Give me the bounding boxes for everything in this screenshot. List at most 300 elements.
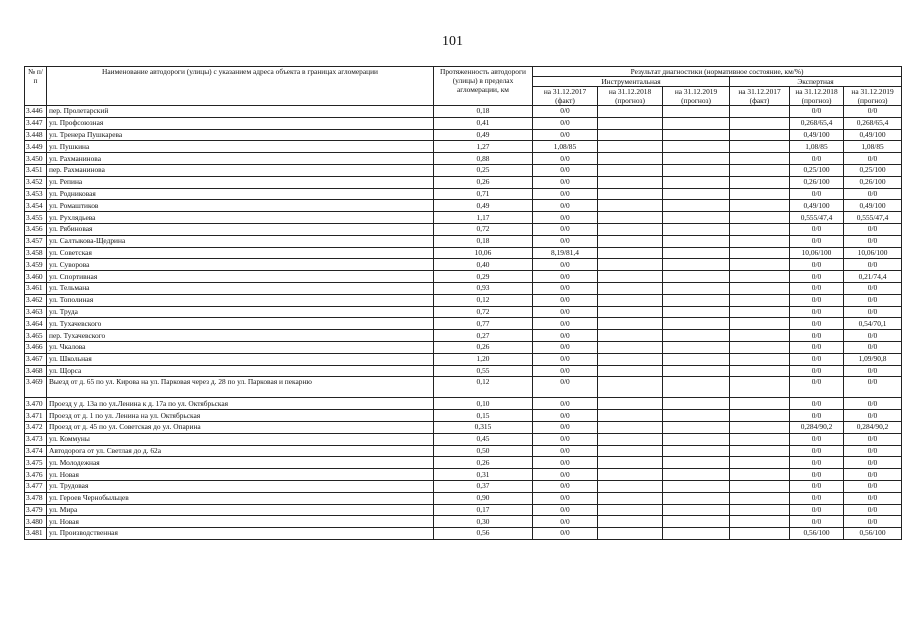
instr-2019-cell <box>663 421 730 433</box>
expert-2019-cell: 0,268/65,4 <box>844 117 902 129</box>
expert-2017-cell <box>730 294 790 306</box>
expert-2018-cell: 0/0 <box>790 271 844 283</box>
road-name-cell: ул. Молодежная <box>47 457 434 469</box>
expert-2019-cell: 0/0 <box>844 504 902 516</box>
instr-2017-cell: 0/0 <box>533 341 598 353</box>
table-row <box>25 410 902 422</box>
table-row <box>25 282 902 294</box>
instr-2018-cell <box>598 106 663 118</box>
instr-2017-cell: 0/0 <box>533 212 598 224</box>
row-number-cell: 3.466 <box>25 341 47 353</box>
instr-2018-cell <box>598 141 663 153</box>
table-row <box>25 235 902 247</box>
road-length-cell: 0,18 <box>434 106 533 118</box>
row-number-cell: 3.458 <box>25 247 47 259</box>
header-road-name: Наименование автодороги (улицы) с указанием адреса объекта в границах агломерации <box>47 67 434 106</box>
table-row <box>25 330 902 342</box>
table-row <box>25 200 902 212</box>
road-name-cell: ул. Новая <box>47 516 434 528</box>
expert-2017-cell <box>730 353 790 365</box>
instr-2018-cell <box>598 504 663 516</box>
expert-2018-cell: 0/0 <box>790 318 844 330</box>
row-number-cell: 3.476 <box>25 469 47 481</box>
row-number-cell: 3.468 <box>25 365 47 377</box>
table-row <box>25 318 902 330</box>
expert-2018-cell: 0/0 <box>790 410 844 422</box>
road-length-cell: 0,26 <box>434 341 533 353</box>
header-diagnostics-result: Результат диагностики (нормативное состояние, км/%) <box>533 67 902 77</box>
instr-2017-cell: 0/0 <box>533 318 598 330</box>
road-name-cell: ул. Спортивная <box>47 271 434 283</box>
expert-2017-cell <box>730 282 790 294</box>
expert-2018-cell: 0/0 <box>790 504 844 516</box>
instr-2017-cell: 8,19/81,4 <box>533 247 598 259</box>
expert-2019-cell: 10,06/100 <box>844 247 902 259</box>
table-row <box>25 223 902 235</box>
row-number-cell: 3.460 <box>25 271 47 283</box>
instr-2017-cell: 0/0 <box>533 528 598 540</box>
road-name-cell: ул. Пушкина <box>47 141 434 153</box>
expert-2019-cell: 0,21/74,4 <box>844 271 902 283</box>
road-name-cell: Проезд у д. 13а по ул.Ленина к д. 17а по ул. Октябрьская <box>47 398 434 410</box>
instr-2018-cell <box>598 353 663 365</box>
table-row <box>25 516 902 528</box>
instr-2017-cell: 0/0 <box>533 516 598 528</box>
instr-2019-cell <box>663 318 730 330</box>
instr-2019-cell <box>663 410 730 422</box>
expert-2019-cell: 0/0 <box>844 223 902 235</box>
road-name-cell: ул. Героев Чернобыльцев <box>47 492 434 504</box>
expert-2018-cell: 0/0 <box>790 153 844 165</box>
instr-2017-cell: 0/0 <box>533 377 598 398</box>
instr-2019-cell <box>663 469 730 481</box>
instr-2019-cell <box>663 306 730 318</box>
road-name-cell: ул. Щорса <box>47 365 434 377</box>
table-row <box>25 445 902 457</box>
row-number-cell: 3.479 <box>25 504 47 516</box>
instr-2018-cell <box>598 153 663 165</box>
instr-2018-cell <box>598 176 663 188</box>
instr-2017-cell: 0/0 <box>533 433 598 445</box>
road-name-cell: пер. Рахманинова <box>47 164 434 176</box>
instr-2019-cell <box>663 106 730 118</box>
expert-2017-cell <box>730 129 790 141</box>
instr-2017-cell: 0/0 <box>533 259 598 271</box>
header-num: № п/п <box>25 67 47 106</box>
table-row <box>25 365 902 377</box>
table-row <box>25 504 902 516</box>
expert-2018-cell: 0/0 <box>790 516 844 528</box>
road-name-cell: ул. Салтыкова-Щедрина <box>47 235 434 247</box>
instr-2019-cell <box>663 247 730 259</box>
table-row <box>25 106 902 118</box>
road-length-cell: 0,17 <box>434 504 533 516</box>
table-row <box>25 259 902 271</box>
row-number-cell: 3.459 <box>25 259 47 271</box>
instr-2017-cell: 0/0 <box>533 200 598 212</box>
expert-2018-cell: 0,25/100 <box>790 164 844 176</box>
road-length-cell: 0,45 <box>434 433 533 445</box>
instr-2017-cell: 0/0 <box>533 129 598 141</box>
expert-2018-cell: 0/0 <box>790 353 844 365</box>
expert-2017-cell <box>730 445 790 457</box>
instr-2019-cell <box>663 492 730 504</box>
expert-2018-cell: 0/0 <box>790 445 844 457</box>
instr-2017-cell: 0/0 <box>533 282 598 294</box>
instr-2017-cell: 0/0 <box>533 294 598 306</box>
table-row <box>25 457 902 469</box>
row-number-cell: 3.450 <box>25 153 47 165</box>
instr-2017-cell: 1,08/85 <box>533 141 598 153</box>
instr-2017-cell: 0/0 <box>533 469 598 481</box>
expert-2018-cell: 0/0 <box>790 294 844 306</box>
expert-2018-cell: 0/0 <box>790 259 844 271</box>
row-number-cell: 3.447 <box>25 117 47 129</box>
instr-2017-cell: 0/0 <box>533 271 598 283</box>
instr-2018-cell <box>598 282 663 294</box>
expert-2019-cell: 1,08/85 <box>844 141 902 153</box>
table-row <box>25 353 902 365</box>
road-name-cell: Проезд от д. 45 по ул. Советская до ул. Опарина <box>47 421 434 433</box>
expert-2019-cell: 0,25/100 <box>844 164 902 176</box>
header-expert: Экспертная <box>730 77 902 87</box>
expert-2017-cell <box>730 433 790 445</box>
expert-2018-cell: 0/0 <box>790 330 844 342</box>
road-name-cell: ул. Тухачевского <box>47 318 434 330</box>
expert-2018-cell: 0,26/100 <box>790 176 844 188</box>
table-row <box>25 421 902 433</box>
instr-2019-cell <box>663 141 730 153</box>
instr-2018-cell <box>598 129 663 141</box>
table-row <box>25 129 902 141</box>
road-length-cell: 0,72 <box>434 306 533 318</box>
instr-2019-cell <box>663 528 730 540</box>
instr-2019-cell <box>663 330 730 342</box>
expert-2019-cell: 0,49/100 <box>844 129 902 141</box>
expert-2018-cell: 0/0 <box>790 188 844 200</box>
instr-2018-cell <box>598 212 663 224</box>
expert-2019-cell: 0/0 <box>844 398 902 410</box>
expert-2017-cell <box>730 200 790 212</box>
road-name-cell: Автодорога от ул. Светлая до д. 62а <box>47 445 434 457</box>
row-number-cell: 3.467 <box>25 353 47 365</box>
instr-2018-cell <box>598 377 663 398</box>
instr-2019-cell <box>663 294 730 306</box>
expert-2018-cell: 0/0 <box>790 457 844 469</box>
table-row <box>25 153 902 165</box>
instr-2018-cell <box>598 247 663 259</box>
instr-2018-cell <box>598 398 663 410</box>
expert-2018-cell: 0/0 <box>790 433 844 445</box>
road-length-cell: 0,26 <box>434 457 533 469</box>
expert-2018-cell: 0,284/90,2 <box>790 421 844 433</box>
road-name-cell: пер. Тухачевского <box>47 330 434 342</box>
expert-2019-cell: 0/0 <box>844 410 902 422</box>
expert-2019-cell: 0/0 <box>844 330 902 342</box>
expert-2018-cell: 1,08/85 <box>790 141 844 153</box>
expert-2018-cell: 0/0 <box>790 306 844 318</box>
expert-2019-cell: 0/0 <box>844 492 902 504</box>
expert-2017-cell <box>730 106 790 118</box>
road-name-cell: ул. Новая <box>47 469 434 481</box>
instr-2017-cell: 0/0 <box>533 398 598 410</box>
road-length-cell: 0,50 <box>434 445 533 457</box>
table-row <box>25 480 902 492</box>
table-row <box>25 341 902 353</box>
road-name-cell: ул. Производственная <box>47 528 434 540</box>
instr-2017-cell: 0/0 <box>533 164 598 176</box>
row-number-cell: 3.448 <box>25 129 47 141</box>
expert-2017-cell <box>730 528 790 540</box>
expert-2019-cell: 0,54/70,1 <box>844 318 902 330</box>
road-name-cell: ул. Труда <box>47 306 434 318</box>
road-length-cell: 0,77 <box>434 318 533 330</box>
table-row <box>25 528 902 540</box>
instr-2018-cell <box>598 117 663 129</box>
road-name-cell: ул. Репина <box>47 176 434 188</box>
expert-2019-cell: 0/0 <box>844 235 902 247</box>
road-length-cell: 0,12 <box>434 377 533 398</box>
expert-2019-cell: 0/0 <box>844 516 902 528</box>
row-number-cell: 3.449 <box>25 141 47 153</box>
instr-2018-cell <box>598 528 663 540</box>
instr-2017-cell: 0/0 <box>533 410 598 422</box>
road-length-cell: 0,41 <box>434 117 533 129</box>
instr-2018-cell <box>598 445 663 457</box>
road-length-cell: 0,29 <box>434 271 533 283</box>
header-instr-2019: на 31.12.2019 (прогноз) <box>663 87 730 106</box>
table-row <box>25 306 902 318</box>
road-length-cell: 0,49 <box>434 200 533 212</box>
row-number-cell: 3.474 <box>25 445 47 457</box>
expert-2018-cell: 0,555/47,4 <box>790 212 844 224</box>
instr-2017-cell: 0/0 <box>533 153 598 165</box>
instr-2019-cell <box>663 516 730 528</box>
expert-2017-cell <box>730 330 790 342</box>
instr-2019-cell <box>663 282 730 294</box>
instr-2018-cell <box>598 433 663 445</box>
expert-2018-cell: 10,06/100 <box>790 247 844 259</box>
road-name-cell: ул. Рябиновая <box>47 223 434 235</box>
expert-2019-cell: 0/0 <box>844 469 902 481</box>
expert-2018-cell: 0/0 <box>790 398 844 410</box>
instr-2017-cell: 0/0 <box>533 365 598 377</box>
table-row <box>25 117 902 129</box>
instr-2019-cell <box>663 271 730 283</box>
expert-2017-cell <box>730 188 790 200</box>
road-diagnostics-table <box>24 66 902 540</box>
road-name-cell: ул. Школьная <box>47 353 434 365</box>
road-name-cell: ул. Мира <box>47 504 434 516</box>
header-expert-2019: на 31.12.2019 (прогноз) <box>844 87 902 106</box>
instr-2018-cell <box>598 341 663 353</box>
road-length-cell: 0,37 <box>434 480 533 492</box>
instr-2019-cell <box>663 480 730 492</box>
instr-2019-cell <box>663 398 730 410</box>
header-expert-2018: на 31.12.2018 (прогноз) <box>790 87 844 106</box>
road-length-cell: 0,315 <box>434 421 533 433</box>
table-row <box>25 398 902 410</box>
expert-2017-cell <box>730 377 790 398</box>
expert-2017-cell <box>730 235 790 247</box>
instr-2018-cell <box>598 235 663 247</box>
row-number-cell: 3.469 <box>25 377 47 398</box>
road-name-cell: ул. Советская <box>47 247 434 259</box>
expert-2018-cell: 0,268/65,4 <box>790 117 844 129</box>
page-number: 101 <box>442 34 463 49</box>
instr-2019-cell <box>663 176 730 188</box>
row-number-cell: 3.462 <box>25 294 47 306</box>
table-row <box>25 188 902 200</box>
row-number-cell: 3.477 <box>25 480 47 492</box>
header-expert-2017: на 31.12.2017 (факт) <box>730 87 790 106</box>
instr-2017-cell: 0/0 <box>533 353 598 365</box>
instr-2019-cell <box>663 365 730 377</box>
header-instr-2017: на 31.12.2017 (факт) <box>533 87 598 106</box>
table-row <box>25 141 902 153</box>
table-header <box>25 67 902 106</box>
expert-2019-cell: 0,555/47,4 <box>844 212 902 224</box>
road-length-cell: 0,88 <box>434 153 533 165</box>
road-name-cell: ул. Тополиная <box>47 294 434 306</box>
expert-2019-cell: 0/0 <box>844 259 902 271</box>
row-number-cell: 3.465 <box>25 330 47 342</box>
table-row <box>25 247 902 259</box>
road-length-cell: 0,40 <box>434 259 533 271</box>
instr-2019-cell <box>663 223 730 235</box>
expert-2017-cell <box>730 410 790 422</box>
row-number-cell: 3.478 <box>25 492 47 504</box>
instr-2019-cell <box>663 504 730 516</box>
row-number-cell: 3.480 <box>25 516 47 528</box>
instr-2018-cell <box>598 516 663 528</box>
instr-2017-cell: 0/0 <box>533 117 598 129</box>
instr-2018-cell <box>598 188 663 200</box>
row-number-cell: 3.464 <box>25 318 47 330</box>
table-row <box>25 176 902 188</box>
road-length-cell: 0,18 <box>434 235 533 247</box>
expert-2017-cell <box>730 153 790 165</box>
table-body <box>25 106 902 540</box>
expert-2018-cell: 0/0 <box>790 282 844 294</box>
expert-2017-cell <box>730 117 790 129</box>
instr-2018-cell <box>598 200 663 212</box>
road-length-cell: 1,17 <box>434 212 533 224</box>
expert-2019-cell: 0/0 <box>844 480 902 492</box>
expert-2019-cell: 0,49/100 <box>844 200 902 212</box>
expert-2017-cell <box>730 504 790 516</box>
instr-2017-cell: 0/0 <box>533 457 598 469</box>
table-row <box>25 271 902 283</box>
expert-2017-cell <box>730 398 790 410</box>
road-length-cell: 0,25 <box>434 164 533 176</box>
instr-2019-cell <box>663 457 730 469</box>
table-row <box>25 164 902 176</box>
instr-2017-cell: 0/0 <box>533 492 598 504</box>
expert-2019-cell: 0,56/100 <box>844 528 902 540</box>
row-number-cell: 3.451 <box>25 164 47 176</box>
header-instr-2018: на 31.12.2018 (прогноз) <box>598 87 663 106</box>
instr-2017-cell: 0/0 <box>533 188 598 200</box>
instr-2018-cell <box>598 457 663 469</box>
expert-2019-cell: 1,09/90,8 <box>844 353 902 365</box>
expert-2017-cell <box>730 141 790 153</box>
instr-2017-cell: 0/0 <box>533 445 598 457</box>
row-number-cell: 3.452 <box>25 176 47 188</box>
expert-2017-cell <box>730 223 790 235</box>
expert-2019-cell: 0/0 <box>844 153 902 165</box>
instr-2017-cell: 0/0 <box>533 223 598 235</box>
instr-2017-cell: 0/0 <box>533 330 598 342</box>
instr-2019-cell <box>663 200 730 212</box>
expert-2017-cell <box>730 516 790 528</box>
row-number-cell: 3.475 <box>25 457 47 469</box>
expert-2017-cell <box>730 318 790 330</box>
expert-2017-cell <box>730 469 790 481</box>
expert-2018-cell: 0/0 <box>790 377 844 398</box>
road-length-cell: 0,10 <box>434 398 533 410</box>
table-row <box>25 294 902 306</box>
header-instrumental: Инструментальная <box>533 77 730 87</box>
road-length-cell: 0,56 <box>434 528 533 540</box>
road-name-cell: ул. Трудовая <box>47 480 434 492</box>
row-number-cell: 3.471 <box>25 410 47 422</box>
expert-2018-cell: 0,56/100 <box>790 528 844 540</box>
road-length-cell: 0,31 <box>434 469 533 481</box>
table-row <box>25 212 902 224</box>
road-length-cell: 0,12 <box>434 294 533 306</box>
road-length-cell: 0,30 <box>434 516 533 528</box>
expert-2018-cell: 0/0 <box>790 235 844 247</box>
expert-2017-cell <box>730 271 790 283</box>
instr-2019-cell <box>663 377 730 398</box>
instr-2017-cell: 0/0 <box>533 235 598 247</box>
row-number-cell: 3.456 <box>25 223 47 235</box>
instr-2018-cell <box>598 294 663 306</box>
road-length-cell: 0,90 <box>434 492 533 504</box>
expert-2019-cell: 0/0 <box>844 457 902 469</box>
road-name-cell: ул. Тельмана <box>47 282 434 294</box>
row-number-cell: 3.463 <box>25 306 47 318</box>
row-number-cell: 3.461 <box>25 282 47 294</box>
instr-2019-cell <box>663 153 730 165</box>
instr-2019-cell <box>663 212 730 224</box>
road-name-cell: ул. Рухлядьева <box>47 212 434 224</box>
expert-2017-cell <box>730 247 790 259</box>
road-name-cell: ул. Тренера Пушкарева <box>47 129 434 141</box>
road-length-cell: 0,27 <box>434 330 533 342</box>
expert-2017-cell <box>730 365 790 377</box>
expert-2019-cell: 0/0 <box>844 294 902 306</box>
instr-2019-cell <box>663 259 730 271</box>
expert-2019-cell: 0/0 <box>844 282 902 294</box>
instr-2017-cell: 0/0 <box>533 421 598 433</box>
road-length-cell: 10,06 <box>434 247 533 259</box>
instr-2018-cell <box>598 271 663 283</box>
road-name-cell: ул. Профсоюзная <box>47 117 434 129</box>
expert-2019-cell: 0,26/100 <box>844 176 902 188</box>
instr-2018-cell <box>598 306 663 318</box>
expert-2018-cell: 0,49/100 <box>790 200 844 212</box>
road-name-cell: ул. Рахманинова <box>47 153 434 165</box>
expert-2017-cell <box>730 457 790 469</box>
expert-2017-cell <box>730 480 790 492</box>
expert-2019-cell: 0,284/90,2 <box>844 421 902 433</box>
road-length-cell: 1,27 <box>434 141 533 153</box>
expert-2019-cell: 0/0 <box>844 433 902 445</box>
instr-2017-cell: 0/0 <box>533 504 598 516</box>
expert-2019-cell: 0/0 <box>844 306 902 318</box>
